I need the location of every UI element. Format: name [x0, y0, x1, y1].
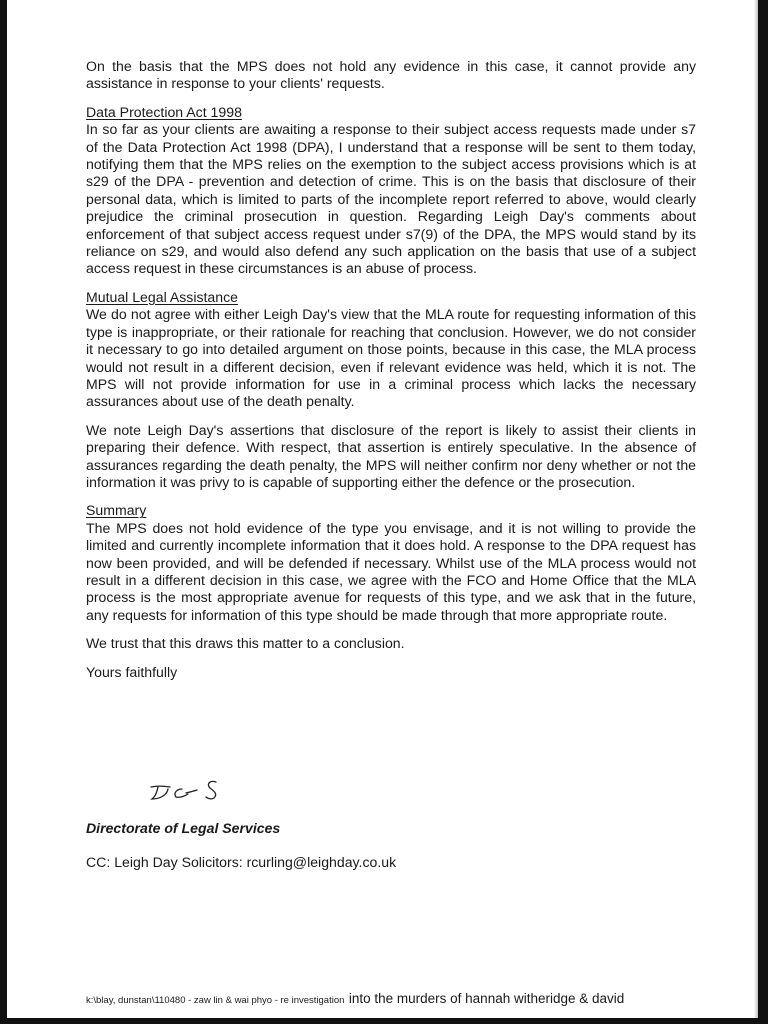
section-heading-summary: Summary	[86, 502, 147, 519]
handwritten-signature	[148, 778, 228, 806]
intro-paragraph: On the basis that the MPS does not hold any evidence in this case, it cannot provide any assistance in response to your clients' requests.	[86, 58, 696, 92]
section-heading-mla: Mutual Legal Assistance	[86, 288, 238, 305]
section-heading-dpa: Data Protection Act 1998	[86, 103, 242, 120]
conclusion-paragraph: We trust that this draws this matter to a conclusion.	[86, 635, 405, 652]
summary-paragraph: The MPS does not hold evidence of the type you envisage, and it is not willing to provide the limited and currently incomplete information that it does hold. A response to the DPA request has now been provided, and will be defended if necessary. Whilst use of the MLA process would not result in a different decision in this case, we agree with the FCO and Home Office that the MLA process is the most appropriate avenue for requests of this type, and we ask that in the future, any requests for information of this type should be made through that more appropriate route.	[86, 519, 696, 623]
cc-line: CC: Leigh Day Solicitors: rcurling@leighday.co.uk	[86, 854, 397, 870]
closing-line: Yours faithfully	[86, 663, 178, 680]
scan-left-edge	[0, 0, 7, 1024]
letter-body	[86, 58, 696, 681]
footer-subject: into the murders of hannah witheridge & david	[348, 991, 625, 1006]
footer-reference	[86, 990, 624, 1008]
scan-right-edge	[758, 0, 768, 1024]
assertions-paragraph: We note Leigh Day's assertions that disclosure of the report is likely to assist their clients in preparing their defence. With respect, that assertion is entirely speculative. In the absence of assurances regarding the death penalty, the MPS will neither confirm nor deny whether or not the information it was privy to is capable of supporting either the defence or the prosecution.	[86, 421, 696, 490]
scan-bottom-edge	[0, 1018, 768, 1024]
footer-file-path: k:\blay, dunstan\110480 - zaw lin & wai phyo - re investigation	[86, 995, 345, 1006]
dpa-paragraph: In so far as your clients are awaiting a response to their subject access requests made under s7 of the Data Protection Act 1998 (DPA), I understand that a response will be sent to them today, notifying them that the MPS relies on the exemption to the subject access provisions which is at s29 of the DPA - prevention and detection of crime. This is on the basis that disclosure of their personal data, which is limited to parts of the incomplete report referred to above, would clearly prejudice the criminal prosecution in question. Regarding Leigh Day's comments about enforcement of that subject access request under s7(9) of the DPA, the MPS would stand by its reliance on s29, and would also defend any such application on the basis that use of a subject access request in these circumstances is an abuse of process.	[86, 121, 696, 277]
mla-paragraph: We do not agree with either Leigh Day's view that the MLA route for requesting information of this type is inappropriate, or their rationale for reaching that conclusion. However, we do not consider it necessary to go into detailed argument on those points, because in this case, the MLA process would not result in a different decision, even if relevant evidence was held, which it is not. The MPS will not provide information for use in a criminal process which lacks the necessary assurances about use of the death penalty.	[86, 306, 696, 410]
department-name: Directorate of Legal Services	[86, 820, 281, 836]
